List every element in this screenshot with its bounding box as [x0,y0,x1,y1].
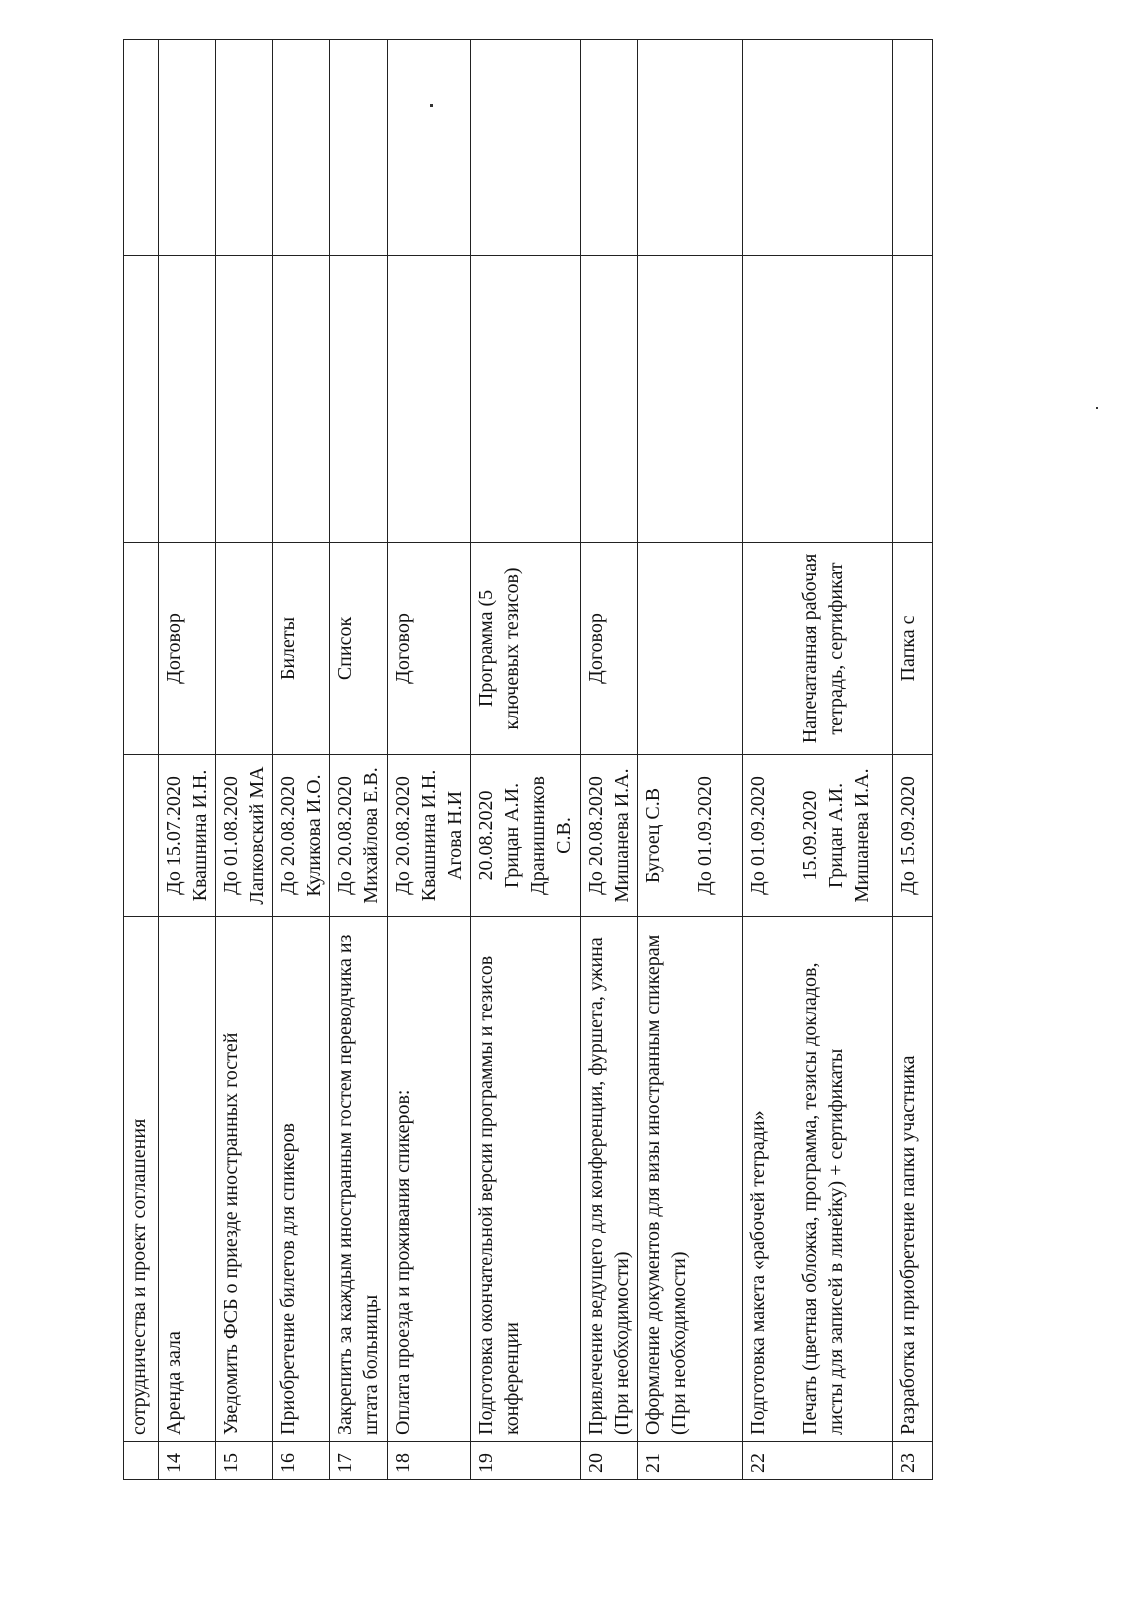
empty-cell [216,40,273,256]
row-number: 19 [471,1442,581,1480]
result-cell: Папка с [893,543,933,755]
deadline-responsible-cell: До 20.08.2020 Мишанева И.А. [581,755,638,917]
rotated-page [123,40,933,1480]
empty-cell [893,40,933,256]
empty-cell [471,256,581,543]
responsible-text: Бугоец С.В [642,787,664,884]
task-cell: Уведомить ФСБ о приезде иностранных гостей [216,917,273,1442]
row-number: 16 [273,1442,330,1480]
table-row [893,40,933,1480]
deadline-responsible-cell [124,755,159,917]
empty-cell [273,256,330,543]
row-number [124,1442,159,1480]
table-row [581,40,638,1480]
empty-cell [124,256,159,543]
result-cell [124,543,159,755]
deadline-text: До 01.09.2020 [694,776,716,895]
empty-cell [159,40,216,256]
empty-cell [159,256,216,543]
empty-cell [124,40,159,256]
deadline-text-secondary: 15.09.2020 Грицан А.И. Мишанева И.А. [799,768,873,903]
empty-cell [638,40,743,256]
row-number: 18 [388,1442,471,1480]
empty-cell [388,256,471,543]
result-cell [638,543,743,755]
event-plan-table [123,39,933,1480]
task-cell: Закрепить за каждым иностранным гостем переводчика из штата больницы [330,917,388,1442]
table-row [273,40,330,1480]
result-cell: Договор [581,543,638,755]
deadline-responsible-cell: До 01.08.2020 Лапковский МА [216,755,273,917]
empty-cell [273,40,330,256]
row-number: 17 [330,1442,388,1480]
task-cell: Аренда зала [159,917,216,1442]
task-text: Подготовка макета «рабочей тетради» [747,1110,769,1435]
deadline-text: До 01.09.2020 [747,776,769,895]
table-row [330,40,388,1480]
task-cell: Разработка и приобретение папки участника [893,917,933,1442]
empty-cell [330,256,388,543]
task-cell: Подготовка окончательной версии программы и тезисов конференции [471,917,581,1442]
empty-cell [893,256,933,543]
deadline-responsible-cell: До 20.08.2020 Михайлова Е.В. [330,755,388,917]
deadline-responsible-cell [743,755,893,917]
task-text-secondary: Печать (цветная обложка, программа, тезисы докладов, листы для записей в линейку) + сертификаты [799,962,847,1435]
table-row [471,40,581,1480]
row-number: 20 [581,1442,638,1480]
scan-speck [430,104,433,107]
empty-cell [330,40,388,256]
empty-cell [216,256,273,543]
task-cell: Оплата проезда и проживания спикеров: [388,917,471,1442]
row-number: 22 [743,1442,893,1480]
empty-cell [581,256,638,543]
result-cell: Билеты [273,543,330,755]
empty-cell [388,40,471,256]
empty-cell [581,40,638,256]
row-number: 15 [216,1442,273,1480]
result-cell: Договор [159,543,216,755]
result-cell: Список [330,543,388,755]
empty-cell [743,256,893,543]
row-number: 14 [159,1442,216,1480]
deadline-responsible-cell: До 15.09.2020 [893,755,933,917]
deadline-responsible-cell: 20.08.2020 Грицан А.И. Дранишников С.В. [471,755,581,917]
result-text-secondary: Напечатанная рабочая тетрадь, сертификат [799,553,847,744]
empty-cell [471,40,581,256]
task-cell: Привлечение ведущего для конференции, фуршета, ужина (При необходимости) [581,917,638,1442]
deadline-responsible-cell [638,755,743,917]
table-row [638,40,743,1480]
empty-cell [638,256,743,543]
table-row [388,40,471,1480]
result-cell: Программа (5 ключевых тезисов) [471,543,581,755]
table-row [124,40,159,1480]
deadline-responsible-cell: До 20.08.2020 Куликова И.О. [273,755,330,917]
table-row [743,40,893,1480]
task-cell: сотрудничества и проект соглашения [124,917,159,1442]
table-row [159,40,216,1480]
task-cell: Оформление документов для визы иностранным спикерам (При необходимости) [638,917,743,1442]
result-cell [216,543,273,755]
result-cell [743,543,893,755]
row-number: 23 [893,1442,933,1480]
deadline-responsible-cell: До 15.07.2020 Квашнина И.Н. [159,755,216,917]
result-cell: Договор [388,543,471,755]
task-cell: Приобретение билетов для спикеров [273,917,330,1442]
row-number: 21 [638,1442,743,1480]
deadline-responsible-cell: До 20.08.2020 Квашнина И.Н. Агова Н.И [388,755,471,917]
empty-cell [743,40,893,256]
table-row [216,40,273,1480]
scan-speck [1096,407,1098,409]
task-cell [743,917,893,1442]
